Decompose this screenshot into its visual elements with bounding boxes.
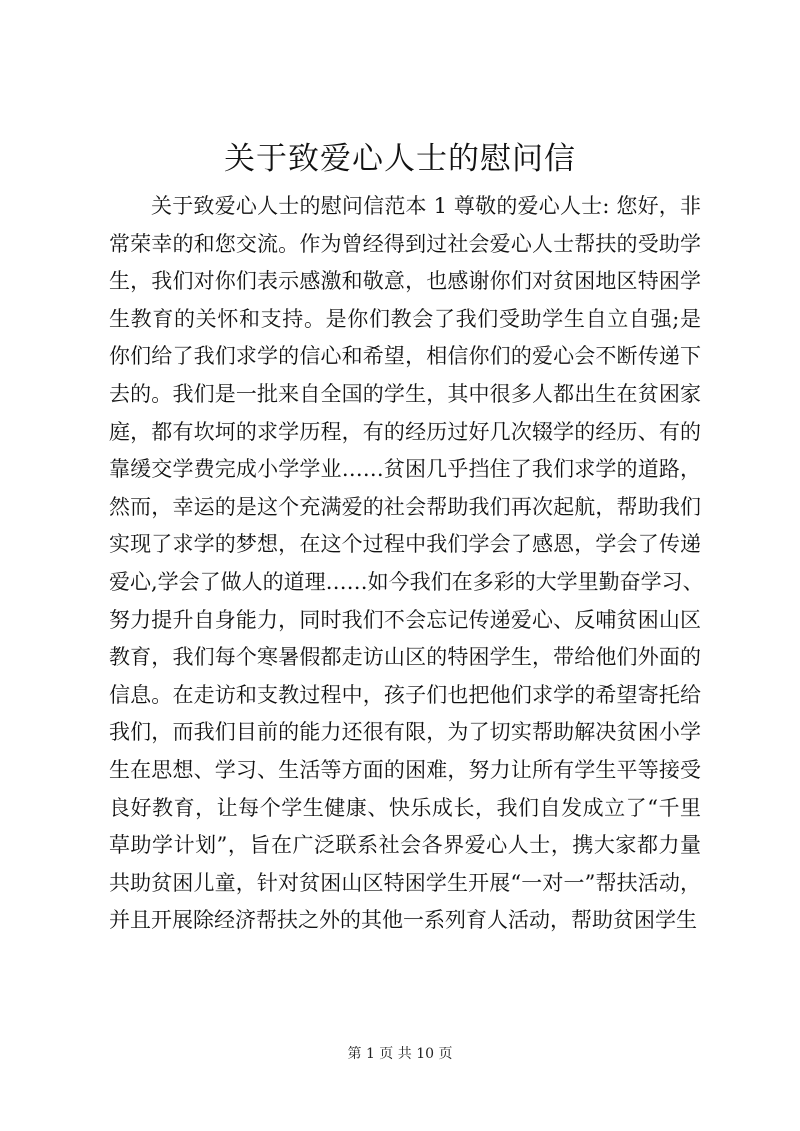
document-title: 关于致爱心人士的慰问信	[224, 141, 576, 177]
body-line: 教育，我们每个寒暑假都走访山区的特困学生，带给他们外面的	[109, 645, 701, 670]
body-line: 信息。在走访和支教过程中，孩子们也把他们求学的希望寄托给	[109, 682, 701, 707]
body-line: 关于致爱心人士的慰问信范本 1 尊敬的爱心人士: 您好，非	[151, 194, 701, 218]
page-number-footer: 第 1 页 共 10 页	[347, 1046, 453, 1062]
body-line: 我们，而我们目前的能力还很有限，为了切实帮助解决贫困小学	[109, 720, 701, 745]
body-line: 庭，都有坎坷的求学历程，有的经历过好几次辍学的经历、有的	[109, 419, 701, 444]
body-line: 然而，幸运的是这个充满爱的社会帮助我们再次起航，帮助我们	[109, 494, 701, 519]
body-line: 生，我们对你们表示感激和敬意，也感谢你们对贫困地区特困学	[109, 269, 701, 294]
body-line: 良好教育，让每个学生健康、快乐成长，我们自发成立了“千里	[109, 795, 701, 820]
body-line: 努力提升自身能力，同时我们不会忘记传递爱心、反哺贫困山区	[109, 607, 701, 632]
body-line: 你们给了我们求学的信心和希望，相信你们的爱心会不断传递下	[109, 344, 701, 369]
body-line: 草助学计划”，旨在广泛联系社会各界爱心人士，携大家都力量	[109, 833, 701, 858]
body-line: 靠缓交学费完成小学学业……贫困几乎挡住了我们求学的道路，	[109, 457, 701, 482]
body-line: 爱心,学会了做人的道理……如今我们在多彩的大学里勤奋学习、	[109, 569, 704, 594]
body-line: 常荣幸的和您交流。作为曾经得到过社会爱心人士帮扶的受助学	[109, 231, 701, 256]
body-line: 共助贫困儿童，针对贫困山区特困学生开展“一对一”帮扶活动，	[109, 870, 701, 895]
letter-body	[109, 188, 704, 940]
body-line: 实现了求学的梦想，在这个过程中我们学会了感恩，学会了传递	[109, 532, 701, 557]
body-line: 生教育的关怀和支持。是你们教会了我们受助学生自立自强;是	[109, 306, 701, 331]
body-line: 生在思想、学习、生活等方面的困难，努力让所有学生平等接受	[109, 757, 701, 782]
body-line: 并且开展除经济帮扶之外的其他一系列育人活动，帮助贫困学生	[109, 908, 697, 933]
body-line: 去的。我们是一批来自全国的学生，其中很多人都出生在贫困家	[109, 381, 701, 406]
